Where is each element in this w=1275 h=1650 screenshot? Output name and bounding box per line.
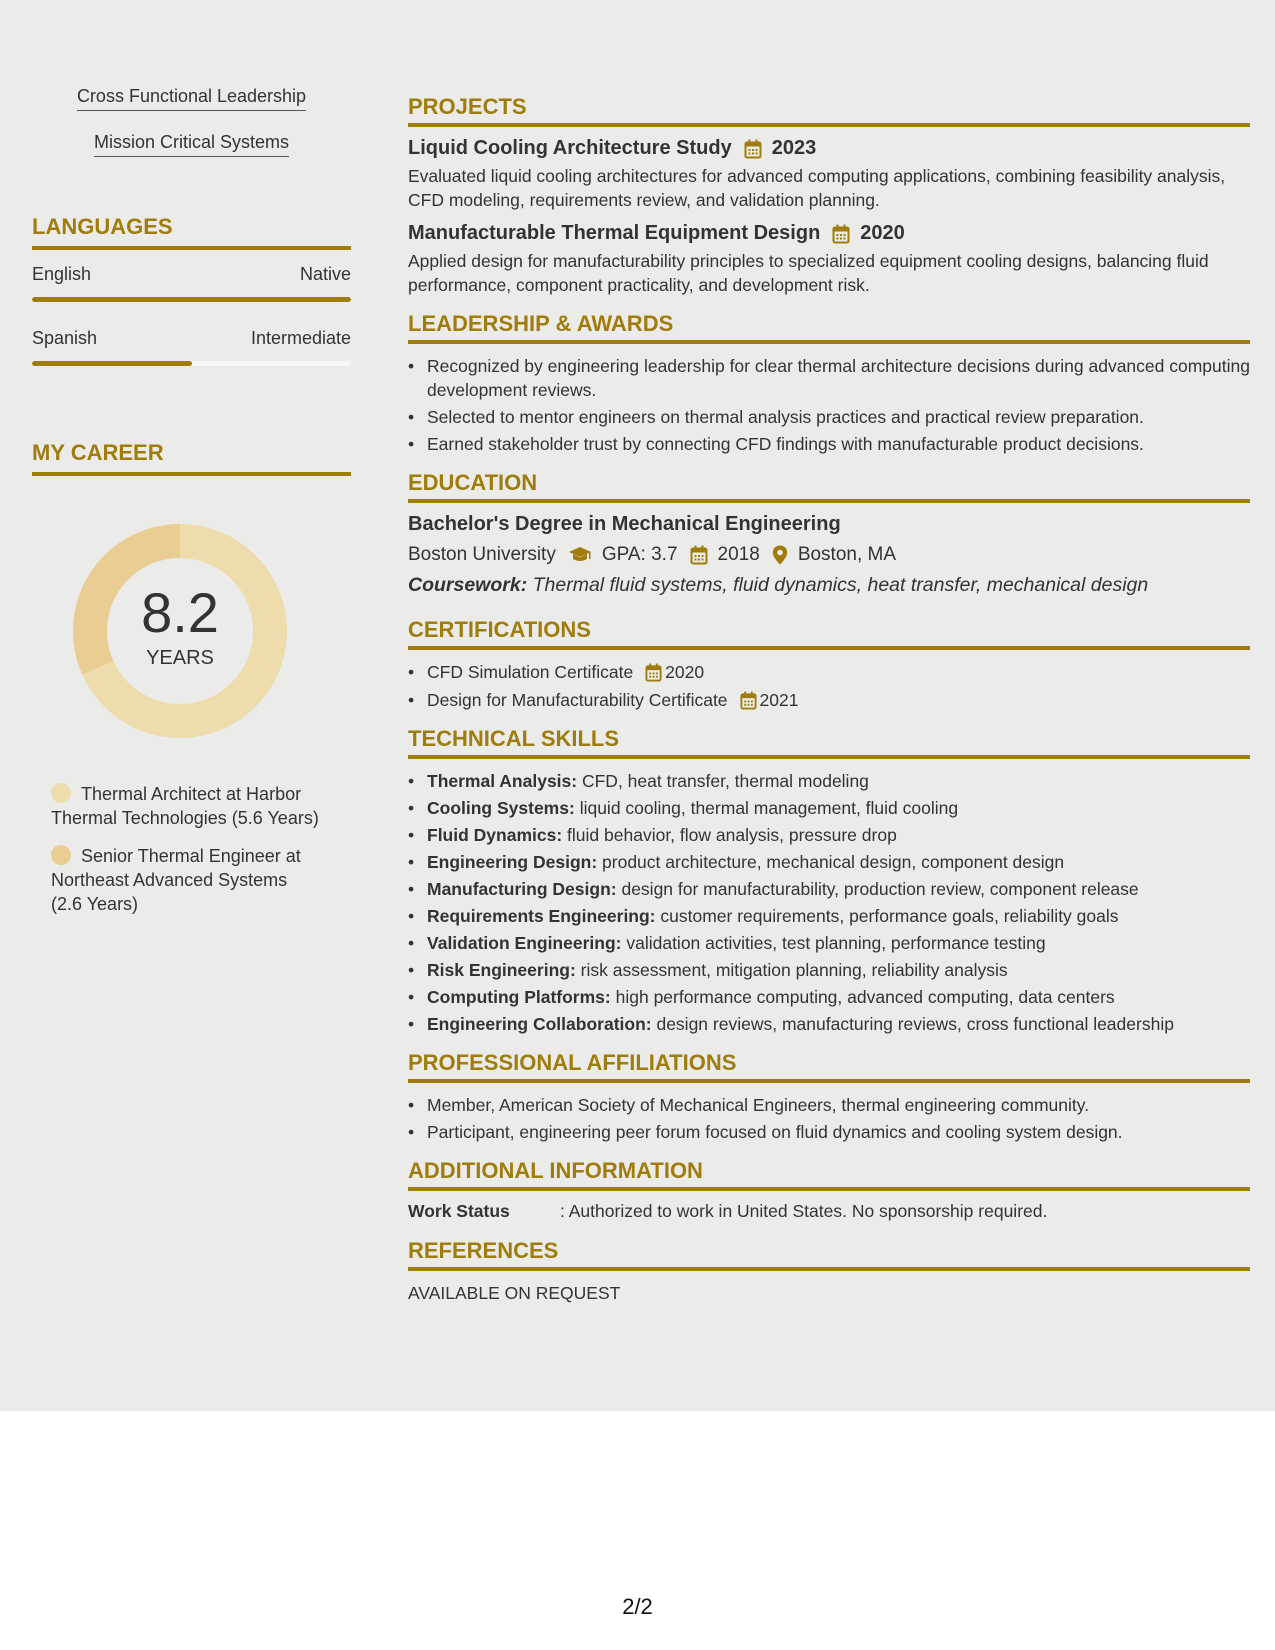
certification-item: [408, 660, 1250, 684]
school-location: Boston, MA: [797, 544, 897, 565]
skill-value: design for manufacturability, production review, component release: [621, 879, 1139, 899]
skill-value: high performance computing, advanced computing, data centers: [615, 987, 1115, 1007]
language-name: English: [32, 264, 92, 284]
language-level: Intermediate: [250, 328, 351, 348]
skill-tags: [32, 86, 351, 178]
career-donut-chart: [65, 516, 295, 746]
skill-label: Cooling Systems:: [427, 798, 575, 818]
project-year: 2023: [771, 137, 817, 159]
leadership-list: [408, 354, 1250, 456]
certifications-list: [408, 660, 1250, 712]
school-name: Boston University: [408, 544, 556, 565]
skill-label: Engineering Collaboration:: [427, 1014, 652, 1034]
language-item: [32, 264, 351, 302]
degree-title: Bachelor's Degree in Mechanical Engineering: [408, 513, 841, 535]
skill-value: customer requirements, performance goals, reliability goals: [660, 906, 1119, 926]
education-meta: [408, 544, 1250, 566]
list-item: • Participant, engineering peer forum focused on fluid dynamics and cooling system design.: [408, 1120, 1250, 1144]
coursework: [408, 574, 1250, 597]
career-legend-item: [51, 782, 321, 830]
affiliations-heading: PROFESSIONAL AFFILIATIONS: [408, 1050, 1250, 1083]
references-heading: REFERENCES: [408, 1238, 1250, 1271]
skill-value: design reviews, manufacturing reviews, cross functional leadership: [656, 1014, 1174, 1034]
skill-item: [408, 1012, 1250, 1036]
graduation-cap-icon: [568, 546, 592, 564]
certifications-heading: CERTIFICATIONS: [408, 617, 1250, 650]
legend-text: Senior Thermal Engineer at Northeast Advanced Systems (2.6 Years): [51, 846, 301, 914]
skill-item: [408, 985, 1250, 1009]
skill-label: Manufacturing Design:: [427, 879, 617, 899]
legend-dot: [51, 845, 71, 865]
skill-value: liquid cooling, thermal management, fluid cooling: [579, 798, 959, 818]
skills-list: [408, 769, 1250, 1036]
project-item: [408, 137, 1250, 212]
certification-year: 2021: [759, 690, 799, 710]
skill-item: [408, 904, 1250, 928]
skill-label: Fluid Dynamics:: [427, 825, 563, 845]
language-proficiency-fill: [32, 361, 192, 366]
language-level: Native: [299, 264, 351, 284]
affiliations-list: [408, 1093, 1250, 1144]
project-description: Evaluated liquid cooling architectures for advanced computing applications, combining feasibility analysis, CFD modeling, requirements review, and validation planning.: [408, 166, 1226, 210]
work-status: [408, 1201, 1250, 1222]
skill-tag: Mission Critical Systems: [94, 132, 289, 157]
graduation-year: 2018: [717, 544, 760, 565]
skill-value: fluid behavior, flow analysis, pressure drop: [567, 825, 897, 845]
skill-label: Engineering Design:: [427, 852, 598, 872]
skill-label: Risk Engineering:: [427, 960, 576, 980]
calendar-icon: [740, 691, 757, 710]
list-item: • Member, American Society of Mechanical Engineers, thermal engineering community.: [408, 1093, 1250, 1117]
career-years-unit: YEARS: [146, 646, 214, 669]
languages-heading: LANGUAGES: [32, 214, 351, 250]
skills-heading: TECHNICAL SKILLS: [408, 726, 1250, 759]
projects-heading: PROJECTS: [408, 94, 1250, 127]
page-number: 2/2: [622, 1594, 653, 1619]
legend-dot: [51, 783, 71, 803]
main-content: [408, 94, 1250, 1304]
work-status-value: : Authorized to work in United States. No sponsorship required.: [560, 1201, 1048, 1221]
list-item: • Selected to mentor engineers on thermal analysis practices and practical review preparation.: [408, 405, 1250, 429]
certification-name: • CFD Simulation Certificate: [427, 662, 634, 682]
work-status-label: Work Status: [408, 1201, 510, 1221]
skill-value: CFD, heat transfer, thermal modeling: [581, 771, 869, 791]
project-year: 2020: [860, 222, 905, 244]
leadership-heading: LEADERSHIP & AWARDS: [408, 311, 1250, 344]
certification-year: 2020: [665, 662, 705, 682]
skill-value: risk assessment, mitigation planning, reliability analysis: [580, 960, 1008, 980]
certification-item: [408, 688, 1250, 712]
language-proficiency-bar: [32, 297, 351, 302]
skill-label: Validation Engineering:: [427, 933, 622, 953]
skill-item: [408, 769, 1250, 793]
legend-text: Thermal Architect at Harbor Thermal Technologies (5.6 Years): [51, 784, 319, 828]
project-description: Applied design for manufacturability principles to specialized equipment cooling designs, balancing fluid performance, component practicality, and development risk.: [408, 251, 1209, 295]
project-name: Liquid Cooling Architecture Study: [408, 137, 732, 159]
language-proficiency-bar: [32, 361, 351, 366]
coursework-label: Coursework:: [408, 574, 528, 596]
career-legend-item: [51, 844, 321, 916]
skill-item: [408, 850, 1250, 874]
list-item: • Recognized by engineering leadership for clear thermal architecture decisions during advanced computing development reviews.: [408, 354, 1250, 402]
certification-name: • Design for Manufacturability Certificate: [427, 690, 728, 710]
skill-item: [408, 958, 1250, 982]
skill-item: [408, 877, 1250, 901]
skill-tag: Cross Functional Leadership: [77, 86, 306, 111]
calendar-icon: [832, 224, 850, 244]
education-heading: EDUCATION: [408, 470, 1250, 503]
donut-center: [65, 516, 295, 746]
skill-label: Computing Platforms:: [427, 987, 611, 1007]
calendar-icon: [690, 545, 708, 565]
language-name: Spanish: [32, 328, 98, 348]
skill-label: Thermal Analysis:: [427, 771, 578, 791]
location-pin-icon: [772, 545, 788, 565]
list-item: • Earned stakeholder trust by connecting CFD findings with manufacturable product decisions.: [408, 432, 1250, 456]
additional-info-heading: ADDITIONAL INFORMATION: [408, 1158, 1250, 1191]
career-legend: [51, 782, 321, 916]
language-proficiency-fill: [32, 297, 351, 302]
skill-item: [408, 796, 1250, 820]
skill-item: [408, 823, 1250, 847]
skill-value: product architecture, mechanical design, component design: [602, 852, 1065, 872]
references-text: AVAILABLE ON REQUEST: [408, 1283, 621, 1303]
calendar-icon: [744, 139, 762, 159]
career-heading: MY CAREER: [32, 440, 351, 476]
language-item: [32, 328, 351, 366]
skill-value: validation activities, test planning, performance testing: [626, 933, 1046, 953]
project-name: Manufacturable Thermal Equipment Design: [408, 222, 821, 244]
gpa: GPA: 3.7: [601, 544, 678, 565]
sidebar: [32, 86, 351, 930]
project-item: [408, 222, 1250, 297]
career-years-value: 8.2: [141, 580, 219, 644]
skill-item: [408, 931, 1250, 955]
calendar-icon: [645, 663, 662, 682]
coursework-value: Thermal fluid systems, fluid dynamics, heat transfer, mechanical design: [532, 574, 1149, 596]
skill-label: Requirements Engineering:: [427, 906, 656, 926]
